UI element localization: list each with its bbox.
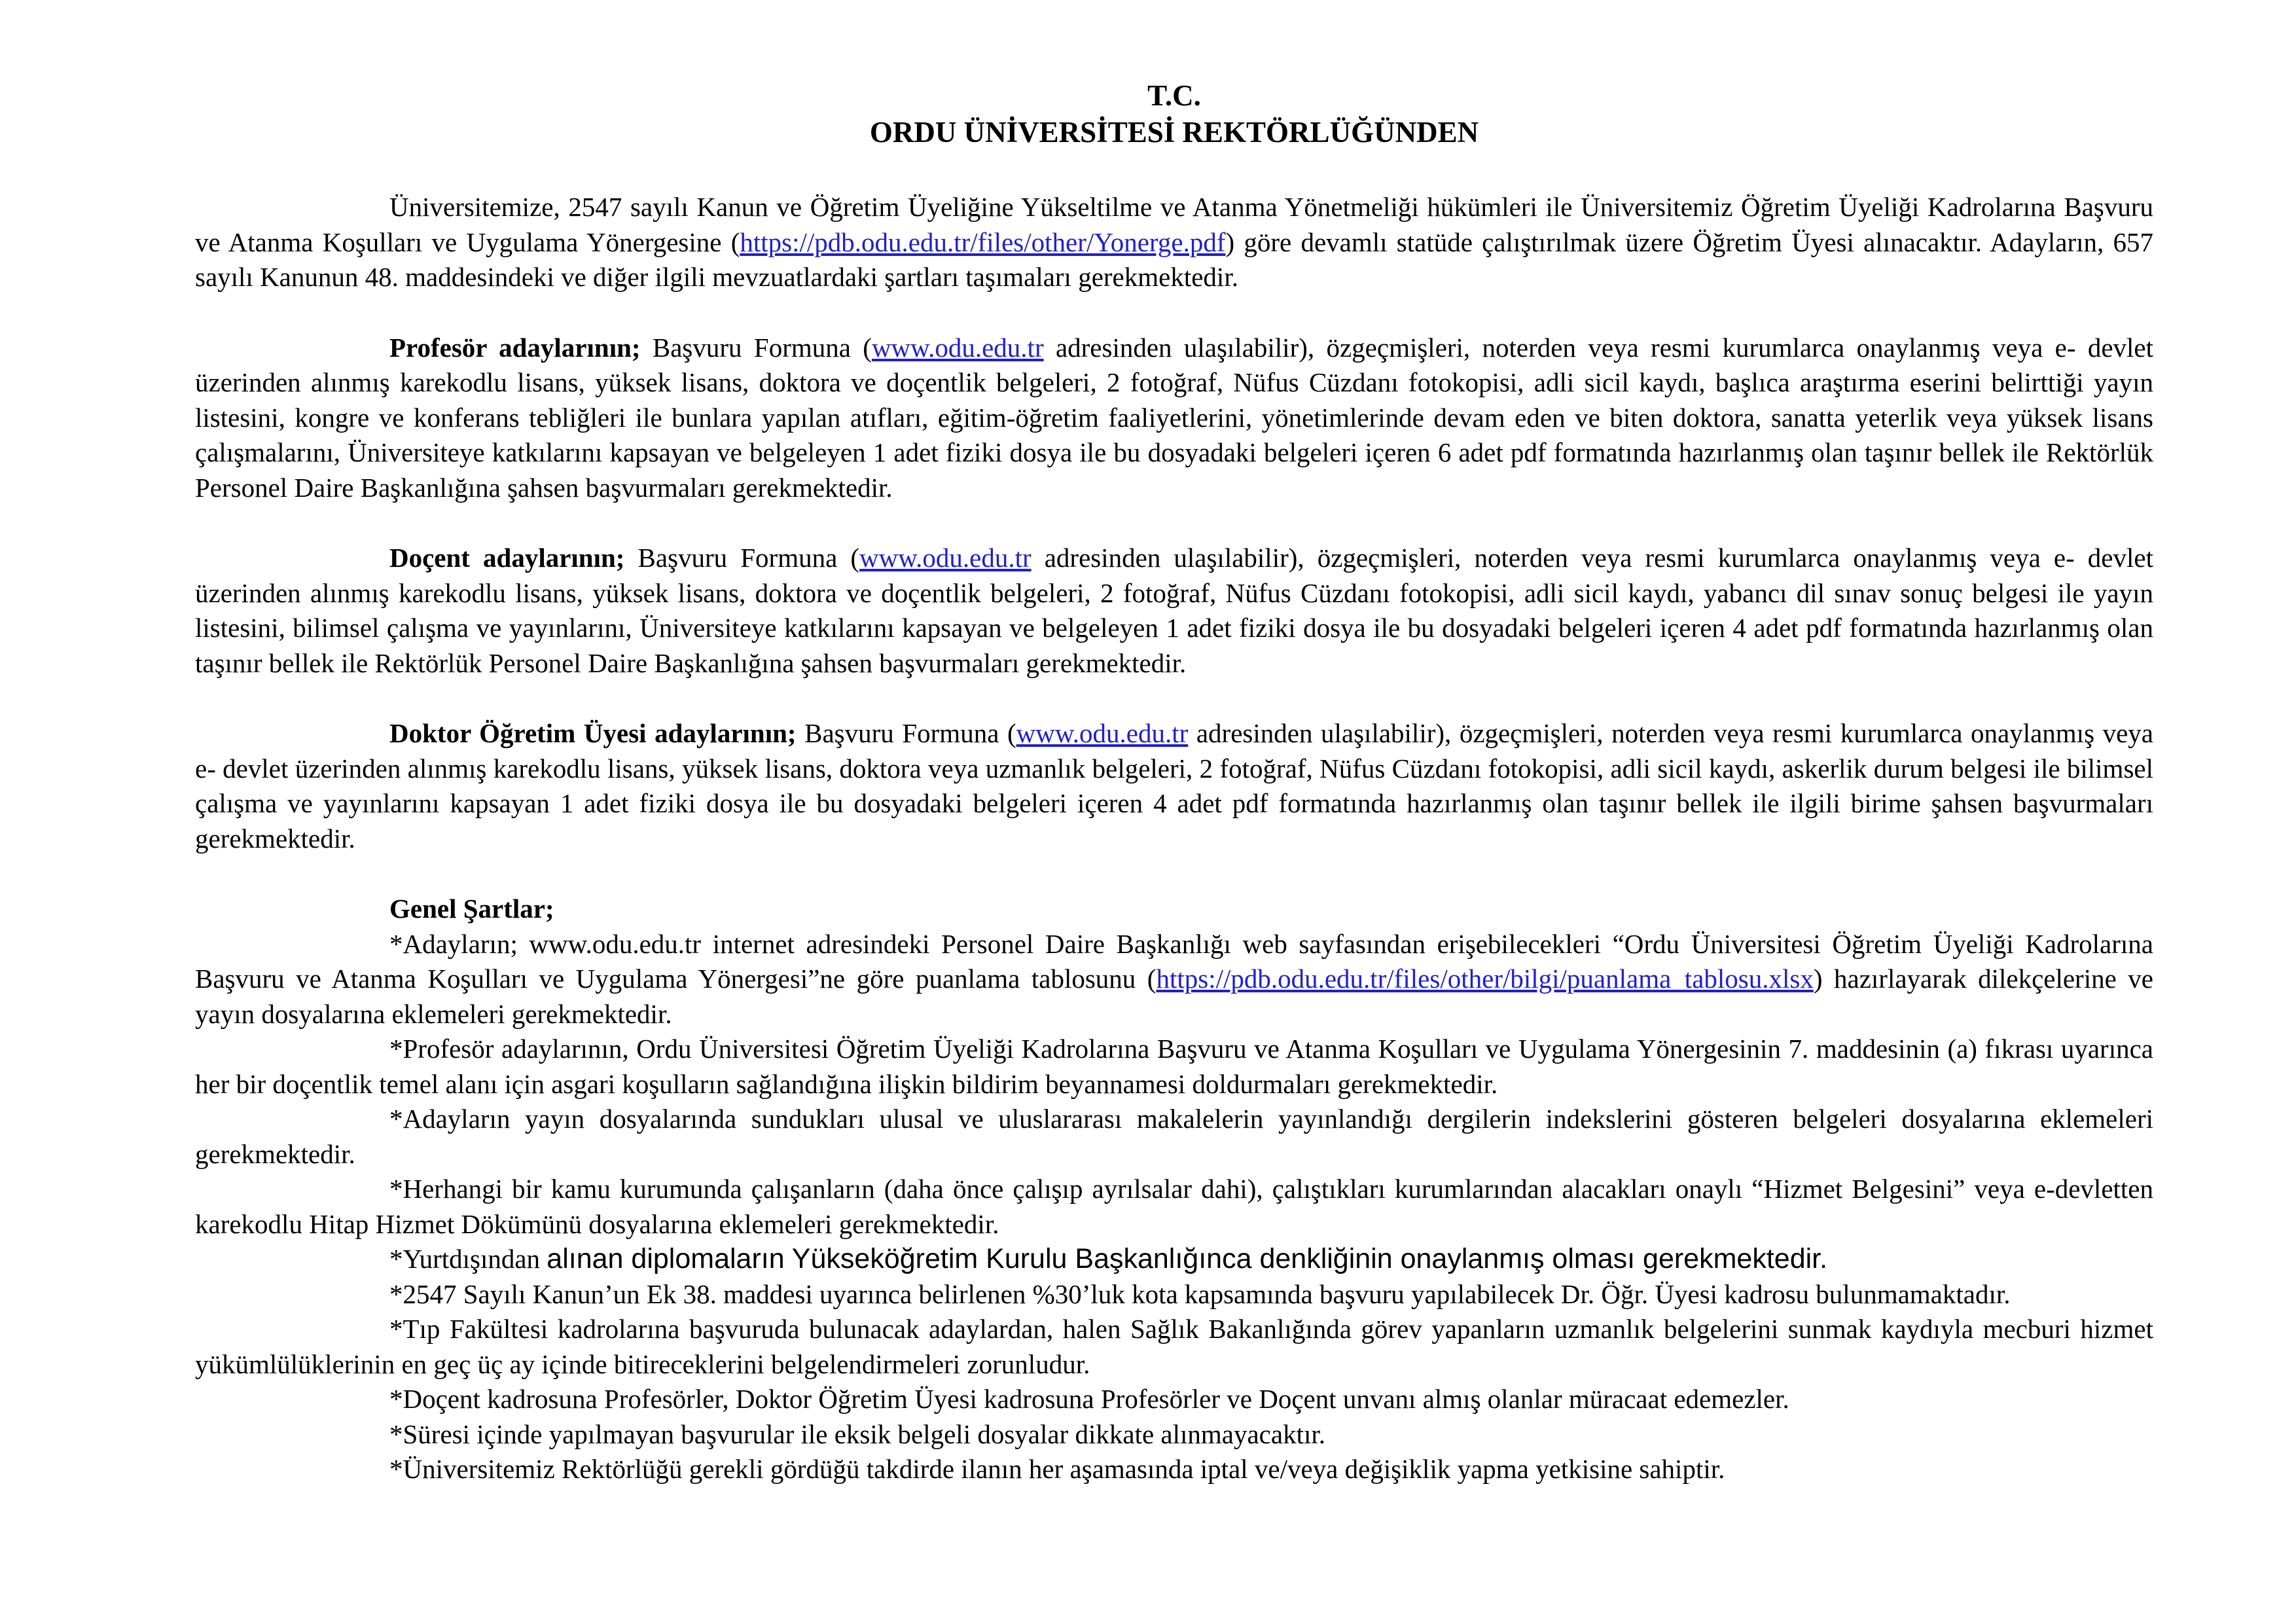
genel-item-5-text-b: alınan diplomaların Yükseköğretim Kurulu Başkanlığınca denkliğinin onaylanmış olması gerekmektedir. (547, 1243, 1828, 1274)
genel-item-1-text-b: ) hazırlayarak dilekçelerine ve yayın dosyalarına eklemeleri gerekmektedir. (195, 964, 2153, 1029)
docent-label: Doçent adaylarının; (389, 543, 625, 573)
genel-item-1-text-a: *Adayların; www.odu.edu.tr internet adresindeki Personel Daire Başkanlığı web sayfasından erişebilecekleri “Ordu Üniversitesi Öğretim Üyeliği Kadrolarına Başvuru ve Atanma Koşulları ve Uygulama Yönergesi”ne göre puanlama tablosunu ( (195, 928, 2153, 994)
genel-item-3: *Adayların yayın dosyalarında sundukları ulusal ve uluslararası makalelerin yayınlandığı dergilerin indekslerini gösteren belgeleri dosyalarına eklemeleri gerekmektedir. (195, 1104, 2153, 1169)
profesor-label: Profesör adaylarının; (389, 332, 641, 363)
announcement-body (195, 77, 2153, 1487)
docent-text-a: Başvuru Formuna ( (624, 543, 860, 573)
profesor-odu-link[interactable]: www.odu.edu.tr (871, 332, 1044, 363)
doktor-odu-link[interactable]: www.odu.edu.tr (1016, 718, 1189, 748)
genel-item-6: *2547 Sayılı Kanun’un Ek 38. maddesi uyarınca belirlenen %30’luk kota kapsamında başvuru yapılabilecek Dr. Öğr. Üyesi kadrosu bulunmamaktadır. (389, 1278, 2011, 1309)
genel-item-5 (195, 1242, 2153, 1277)
genel-item-2: *Profesör adaylarının, Ordu Üniversitesi Öğretim Üyeliği Kadrolarına Başvuru ve Atanma Koşulları ve Uygulama Yönergesinin 7. maddesinin (a) fıkrası uyarınca her bir doçentlik temel alanı için asgari koşulların sağlandığına ilişkin bildirim beyannamesi doldurmaları gerekmektedir. (195, 1034, 2153, 1099)
genel-sartlar-title: Genel Şartlar; (389, 893, 554, 924)
genel-item-9: *Süresi içinde yapılmayan başvurular ile eksik belgeli dosyalar dikkate alınmayacaktır. (389, 1418, 1325, 1449)
profesor-text-a: Başvuru Formuna ( (640, 332, 872, 363)
genel-item-8: *Doçent kadrosuna Profesörler, Doktor Öğretim Üyesi kadrosuna Profesörler ve Doçent unvanı almış olanlar müracaat edemezler. (389, 1384, 1789, 1414)
header-tc: T.C. (1147, 79, 1201, 112)
profesor-text-b: adresinden ulaşılabilir), özgeçmişleri, noterden veya resmi kurumlarca onaylanmış veya e- devlet üzerinden alınmış karekodlu lisans, yüksek lisans, doktora ve doçentlik belgeleri, 2 fotoğraf, Nüfus Cüzdanı fotokopisi, adli sicil kaydı, başlıca araştırma eserini belirttiği yayın listesini, kongre ve konferans tebliğleri ile bunlara yapılan atıfları, eğitim-öğretim faaliyetlerini, yönetimlerinde devam eden ve biten doktora, sanatta yeterlik veya yüksek lisans çalışmalarını, Üniversiteye katkılarını kapsayan ve belgeleyen 1 adet fiziki dosya ile bu dosyadaki belgeleri içeren 6 adet pdf formatında hazırlanmış olan taşınır bellek ile Rektörlük Personel Daire Başkanlığına şahsen başvurmaları gerekmektedir. (195, 332, 2153, 503)
genel-item-1 (195, 927, 2153, 1032)
profesor-paragraph (195, 331, 2153, 506)
doktor-text-a: Başvuru Formuna ( (796, 718, 1016, 748)
intro-text-a: Üniversitemize, 2547 sayılı Kanun ve Öğretim Üyeliğine Yükseltilme ve Atanma Yönetmeliği hükümleri ile Üniversitemiz Öğretim Üyeliği Kadrolarına Başvuru ve Atanma Koşulları ve Uygulama Yönergesine ( (195, 192, 2153, 257)
genel-item-4: *Herhangi bir kamu kurumunda çalışanların (daha önce çalışıp ayrılsalar dahi), çalıştıkları kurumlarından alacakları onaylı “Hizmet Belgesini” veya e-devletten karekodlu Hitap Hizmet Dökümünü dosyalarına eklemeleri gerekmektedir. (195, 1174, 2153, 1239)
puanlama-tablosu-link[interactable]: https://pdb.odu.edu.tr/files/other/bilgi/puanlama_tablosu.xlsx (1156, 964, 1814, 994)
header-institution: ORDU ÜNİVERSİTESİ REKTÖRLÜĞÜNDEN (869, 116, 1479, 149)
doktor-paragraph (195, 716, 2153, 856)
genel-item-7: *Tıp Fakültesi kadrolarına başvuruda bulunacak adaylardan, halen Sağlık Bakanlığında görev yapanların uzmanlık belgelerini sunmak kaydıyla mecburi hizmet yükümlülüklerinin en geç üç ay içinde bitireceklerini belgelendirmeleri zorunludur. (195, 1314, 2153, 1379)
yonerge-link[interactable]: https://pdb.odu.edu.tr/files/other/Yonerge.pdf (740, 226, 1226, 257)
docent-text-b: adresinden ulaşılabilir), özgeçmişleri, noterden veya resmi kurumlarca onaylanmış veya e- devlet üzerinden alınmış karekodlu lisans, yüksek lisans, doktora ve doçentlik belgeleri, 2 fotoğraf, Nüfus Cüzdanı fotokopisi, adli sicil kaydı, yabancı dil sınav sonuç belgesi ile yayın listesini, bilimsel çalışma ve yayınlarını, Üniversiteye katkılarını kapsayan ve belgeleyen 1 adet fiziki dosya ile bu dosyadaki belgeleri içeren 4 adet pdf formatında hazırlanmış olan taşınır bellek ile Rektörlük Personel Daire Başkanlığına şahsen başvurmaları gerekmektedir. (195, 543, 2153, 678)
doktor-text-b: adresinden ulaşılabilir), özgeçmişleri, noterden veya resmi kurumlarca onaylanmış veya e- devlet üzerinden alınmış karekodlu lisans, yüksek lisans, doktora veya uzmanlık belgeleri, 2 fotoğraf, Nüfus Cüzdanı fotokopisi, adli sicil kaydı, askerlik durum belgesi ile bilimsel çalışma ve yayınlarını kapsayan 1 adet fiziki dosya ile bu dosyadaki belgeleri içeren 4 adet pdf formatında hazırlanmış olan taşınır bellek ile ilgili birime şahsen başvurmaları gerekmektedir. (195, 718, 2153, 854)
genel-item-5-text-a: *Yurtdışından (389, 1244, 547, 1274)
genel-item-10: *Üniversitemiz Rektörlüğü gerekli gördüğü takdirde ilanın her aşamasında iptal ve/veya değişiklik yapma yetkisine sahiptir. (389, 1454, 1725, 1484)
intro-paragraph (195, 190, 2153, 295)
docent-paragraph (195, 541, 2153, 681)
intro-text-b: ) göre devamlı statüde çalıştırılmak üzere Öğretim Üyesi alınacaktır. Adayların, 657 sayılı Kanunun 48. maddesindeki ve diğer ilgili mevzuatlardaki şartları taşımaları gerekmektedir. (195, 226, 2153, 292)
doktor-label: Doktor Öğretim Üyesi adaylarının; (389, 718, 797, 748)
docent-odu-link[interactable]: www.odu.edu.tr (859, 543, 1031, 573)
